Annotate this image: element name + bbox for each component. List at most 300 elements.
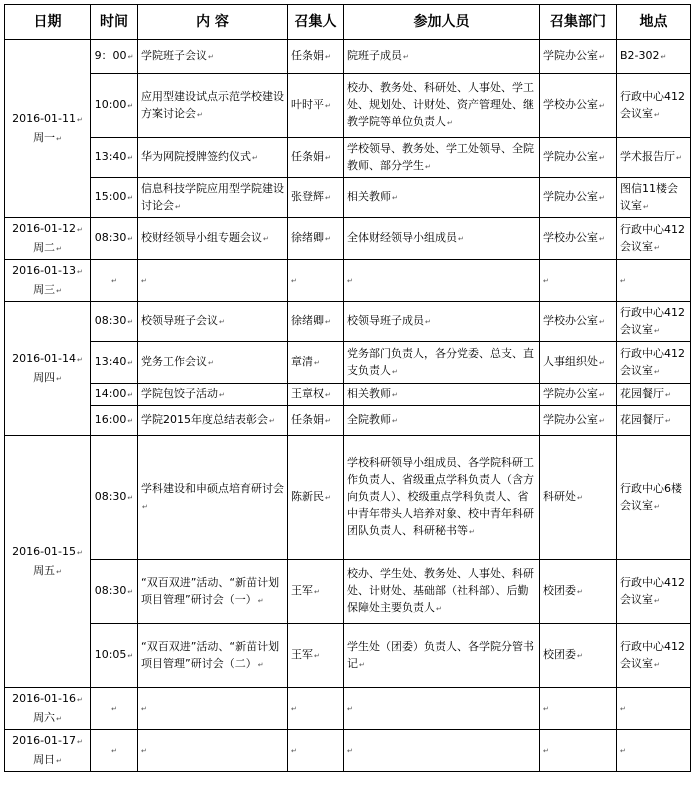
content-cell-text: 学院2015年度总结表彰会: [141, 413, 268, 426]
participants-cell: [344, 342, 540, 384]
paragraph-mark-icon: ↵: [599, 417, 605, 425]
participants-cell: [344, 302, 540, 342]
content-cell: [138, 40, 288, 74]
location-cell: [617, 218, 691, 260]
participants-cell-text: 学校领导、教务处、学工处领导、全院教师、部分学生: [347, 141, 534, 172]
weekday-label: 周三: [33, 282, 56, 296]
content-cell-text: 党务工作会议: [141, 355, 207, 368]
paragraph-mark-icon: ↵: [392, 391, 398, 399]
weekday-text: [8, 281, 87, 300]
paragraph-mark-icon: ↵: [127, 318, 134, 326]
paragraph-mark-icon: ↵: [458, 235, 464, 243]
location-cell: [617, 560, 691, 624]
paragraph-mark-icon: ↵: [127, 391, 134, 399]
paragraph-mark-icon: ↵: [403, 53, 409, 61]
paragraph-mark-icon: ↵: [325, 102, 331, 110]
paragraph-mark-icon: ↵: [599, 194, 605, 202]
paragraph-mark-icon: ↵: [325, 391, 331, 399]
department-cell: [540, 688, 617, 730]
department-cell: [540, 560, 617, 624]
paragraph-mark-icon: ↵: [325, 318, 331, 326]
convener-cell-text: 徐绪卿: [291, 231, 324, 244]
table-row: [5, 138, 691, 178]
table-row: [5, 730, 691, 772]
date-cell: [5, 688, 91, 730]
time-cell: [91, 302, 138, 342]
paragraph-mark-icon: ↵: [77, 737, 83, 746]
content-cell: [138, 74, 288, 138]
paragraph-mark-icon: ↵: [56, 714, 62, 723]
participants-cell: [344, 384, 540, 406]
paragraph-mark-icon: ↵: [665, 417, 671, 425]
content-cell: [138, 688, 288, 730]
paragraph-mark-icon: ↵: [208, 53, 214, 61]
location-cell-text: 花园餐厅: [620, 413, 664, 426]
time-cell-text: 13:40: [94, 355, 127, 368]
date-cell: [5, 218, 91, 260]
paragraph-mark-icon: ↵: [257, 660, 264, 669]
paragraph-mark-icon: ↵: [111, 277, 117, 285]
content-cell-text: “双百双进”活动、“新苗计划项目管理”研讨会（一）: [141, 575, 280, 606]
participants-cell-text: 党务部门负责人，各分党委、总支、直支负责人: [347, 346, 534, 377]
paragraph-mark-icon: ↵: [425, 318, 431, 326]
location-cell: [617, 624, 691, 688]
date-text: 2016-01-14: [12, 351, 77, 365]
weekday-text: [8, 562, 87, 581]
paragraph-mark-icon: ↵: [660, 53, 667, 61]
header-row: [5, 5, 691, 40]
weekday-label: 周一: [33, 130, 56, 144]
paragraph-mark-icon: ↵: [314, 588, 320, 596]
paragraph-mark-icon: ↵: [469, 528, 475, 536]
convener-cell: [288, 436, 344, 560]
header-convener: 召集人: [288, 5, 344, 40]
paragraph-mark-icon: ↵: [620, 705, 626, 713]
date-cell: [5, 730, 91, 772]
paragraph-mark-icon: ↵: [676, 154, 682, 162]
location-cell-text: 行政中心412会议室: [620, 305, 685, 336]
paragraph-mark-icon: ↵: [56, 134, 62, 143]
paragraph-mark-icon: ↵: [127, 102, 134, 110]
paragraph-mark-icon: ↵: [127, 494, 134, 502]
date-cell: [5, 302, 91, 436]
weekday-label: 周六: [33, 710, 56, 724]
location-cell-text: 学术报告厅: [620, 150, 675, 163]
paragraph-mark-icon: ↵: [599, 154, 605, 162]
content-cell: [138, 302, 288, 342]
paragraph-mark-icon: ↵: [392, 417, 398, 425]
convener-cell-text: 任条娟: [291, 413, 324, 426]
date-text: 2016-01-15: [12, 544, 77, 558]
paragraph-mark-icon: ↵: [325, 53, 331, 61]
location-cell-text: 图信11楼会议室: [620, 181, 678, 212]
paragraph-mark-icon: ↵: [127, 417, 134, 425]
paragraph-mark-icon: ↵: [111, 705, 117, 713]
paragraph-mark-icon: ↵: [599, 235, 605, 243]
time-cell-text: 9：00: [94, 49, 127, 62]
convener-cell-text: 王军: [291, 648, 313, 661]
header-location: 地点: [617, 5, 691, 40]
location-cell: [617, 74, 691, 138]
paragraph-mark-icon: ↵: [127, 235, 134, 243]
paragraph-mark-icon: ↵: [654, 502, 660, 511]
table-row: [5, 384, 691, 406]
paragraph-mark-icon: ↵: [599, 391, 605, 399]
paragraph-mark-icon: ↵: [77, 225, 83, 234]
paragraph-mark-icon: ↵: [56, 244, 62, 253]
paragraph-mark-icon: ↵: [643, 202, 649, 211]
content-cell-text: 学科建设和申硕点培育研讨会: [141, 481, 284, 495]
paragraph-mark-icon: ↵: [77, 115, 83, 124]
paragraph-mark-icon: ↵: [208, 359, 214, 367]
time-cell: [91, 384, 138, 406]
table-row: [5, 40, 691, 74]
participants-cell: [344, 688, 540, 730]
paragraph-mark-icon: ↵: [56, 756, 62, 765]
paragraph-mark-icon: ↵: [392, 367, 398, 376]
department-cell: [540, 260, 617, 302]
paragraph-mark-icon: ↵: [314, 652, 320, 660]
participants-cell: [344, 624, 540, 688]
location-cell-text: 行政中心412会议室: [620, 346, 685, 377]
weekday-label: 周五: [33, 563, 56, 577]
paragraph-mark-icon: ↵: [543, 747, 549, 755]
time-cell: [91, 138, 138, 178]
paragraph-mark-icon: ↵: [347, 747, 353, 755]
paragraph-mark-icon: ↵: [219, 318, 225, 326]
participants-cell: [344, 436, 540, 560]
table-row: [5, 436, 691, 560]
table-row: [5, 624, 691, 688]
content-cell-text: 华为网院授牌签约仪式: [141, 150, 251, 163]
department-cell: [540, 384, 617, 406]
participants-cell: [344, 560, 540, 624]
paragraph-mark-icon: ↵: [197, 110, 203, 119]
paragraph-mark-icon: ↵: [425, 162, 431, 171]
content-cell: [138, 384, 288, 406]
content-cell-text: 信息科技学院应用型学院建设讨论会: [141, 181, 284, 212]
header-department: 召集部门: [540, 5, 617, 40]
department-cell: [540, 342, 617, 384]
paragraph-mark-icon: ↵: [56, 567, 62, 576]
participants-cell: [344, 218, 540, 260]
department-cell-text: 校团委: [543, 648, 576, 661]
paragraph-mark-icon: ↵: [56, 374, 62, 383]
location-cell: [617, 436, 691, 560]
time-cell-text: 10:05: [94, 648, 127, 661]
time-cell: [91, 406, 138, 436]
content-cell: [138, 138, 288, 178]
paragraph-mark-icon: ↵: [325, 494, 331, 502]
department-cell: [540, 302, 617, 342]
department-cell-text: 学院办公室: [543, 387, 598, 400]
weekday-text: [8, 129, 87, 148]
paragraph-mark-icon: ↵: [620, 747, 626, 755]
convener-cell-text: 章清: [291, 355, 313, 368]
location-cell: [617, 342, 691, 384]
paragraph-mark-icon: ↵: [291, 705, 297, 713]
date-text: 2016-01-12: [12, 221, 77, 235]
convener-cell: [288, 138, 344, 178]
department-cell-text: 学校办公室: [543, 314, 598, 327]
department-cell-text: 学院办公室: [543, 413, 598, 426]
weekday-text: [8, 239, 87, 258]
participants-cell-text: 相关教师: [347, 387, 391, 400]
paragraph-mark-icon: ↵: [141, 277, 147, 285]
paragraph-mark-icon: ↵: [142, 502, 148, 511]
content-cell: [138, 406, 288, 436]
location-cell: [617, 138, 691, 178]
paragraph-mark-icon: ↵: [347, 705, 353, 713]
location-cell-text: B2-302: [620, 49, 660, 62]
content-cell: [138, 624, 288, 688]
paragraph-mark-icon: ↵: [291, 277, 297, 285]
department-cell: [540, 218, 617, 260]
paragraph-mark-icon: ↵: [654, 243, 660, 252]
paragraph-mark-icon: ↵: [175, 202, 181, 211]
paragraph-mark-icon: ↵: [127, 652, 134, 660]
location-cell: [617, 688, 691, 730]
convener-cell-text: 叶时平: [291, 98, 324, 111]
content-cell: [138, 730, 288, 772]
content-cell: [138, 342, 288, 384]
time-cell: [91, 436, 138, 560]
paragraph-mark-icon: ↵: [77, 695, 83, 704]
department-cell: [540, 178, 617, 218]
location-cell: [617, 730, 691, 772]
paragraph-mark-icon: ↵: [665, 391, 671, 399]
paragraph-mark-icon: ↵: [436, 605, 442, 613]
content-cell-text: 学院班子会议: [141, 49, 207, 62]
department-cell-text: 学校办公室: [543, 98, 598, 111]
department-cell: [540, 436, 617, 560]
time-cell: [91, 74, 138, 138]
time-cell: [91, 624, 138, 688]
weekday-label: 周二: [33, 240, 56, 254]
time-cell-text: 16:00: [94, 413, 127, 426]
convener-cell: [288, 178, 344, 218]
table-row: [5, 178, 691, 218]
paragraph-mark-icon: ↵: [263, 235, 269, 243]
convener-cell: [288, 688, 344, 730]
location-cell: [617, 40, 691, 74]
time-cell-text: 14:00: [94, 387, 127, 400]
department-cell-text: 学院办公室: [543, 190, 598, 203]
convener-cell-text: 陈新民: [291, 490, 324, 503]
paragraph-mark-icon: ↵: [127, 194, 134, 202]
table-row: [5, 560, 691, 624]
date-cell: [5, 436, 91, 688]
table-row: [5, 74, 691, 138]
date-text: 2016-01-13: [12, 263, 77, 277]
convener-cell: [288, 302, 344, 342]
header-date: 日期: [5, 5, 91, 40]
header-participants: 参加人员: [344, 5, 540, 40]
department-cell-text: 科研处: [543, 490, 576, 503]
location-cell: [617, 406, 691, 436]
paragraph-mark-icon: ↵: [654, 326, 660, 335]
paragraph-mark-icon: ↵: [325, 194, 331, 202]
header-time: 时间: [91, 5, 138, 40]
department-cell-text: 学院办公室: [543, 150, 598, 163]
paragraph-mark-icon: ↵: [543, 277, 549, 285]
participants-cell-text: 校办、教务处、科研处、人事处、学工处、规划处、计财处、资产管理处、继教学院等单位负责人: [347, 81, 534, 128]
paragraph-mark-icon: ↵: [252, 154, 258, 162]
convener-cell: [288, 406, 344, 436]
location-cell: [617, 384, 691, 406]
location-cell: [617, 302, 691, 342]
paragraph-mark-icon: ↵: [219, 391, 225, 399]
location-cell-text: 行政中心412会议室: [620, 89, 685, 120]
table-row: [5, 688, 691, 730]
paragraph-mark-icon: ↵: [654, 660, 660, 669]
convener-cell-text: 任条娟: [291, 150, 324, 163]
paragraph-mark-icon: ↵: [141, 705, 147, 713]
time-cell: [91, 218, 138, 260]
department-cell-text: 学校办公室: [543, 231, 598, 244]
content-cell-text: “双百双进”活动、“新苗计划项目管理”研讨会（二）: [141, 639, 280, 670]
time-cell-text: 08:30: [94, 231, 127, 244]
convener-cell-text: 王军: [291, 584, 313, 597]
paragraph-mark-icon: ↵: [325, 235, 331, 243]
paragraph-mark-icon: ↵: [577, 652, 583, 660]
paragraph-mark-icon: ↵: [599, 318, 605, 326]
paragraph-mark-icon: ↵: [291, 747, 297, 755]
location-cell-text: 花园餐厅: [620, 387, 664, 400]
paragraph-mark-icon: ↵: [77, 355, 83, 364]
paragraph-mark-icon: ↵: [347, 277, 353, 285]
paragraph-mark-icon: ↵: [269, 417, 275, 425]
location-cell: [617, 178, 691, 218]
table-row: [5, 342, 691, 384]
paragraph-mark-icon: ↵: [127, 154, 134, 162]
date-text: 2016-01-11: [12, 111, 77, 125]
table-row: [5, 302, 691, 342]
paragraph-mark-icon: ↵: [127, 53, 134, 61]
convener-cell: [288, 560, 344, 624]
department-cell: [540, 138, 617, 178]
convener-cell: [288, 342, 344, 384]
paragraph-mark-icon: ↵: [392, 194, 398, 202]
convener-cell: [288, 40, 344, 74]
participants-cell-text: 校办、学生处、教务处、人事处、科研处、计财处、基础部（社科部）、后勤保障处主要负责人: [347, 567, 534, 614]
paragraph-mark-icon: ↵: [577, 588, 583, 596]
content-cell: [138, 436, 288, 560]
convener-cell-text: 任条娟: [291, 49, 324, 62]
participants-cell-text: 学生处（团委）负责人、各学院分管书记: [347, 639, 534, 670]
paragraph-mark-icon: ↵: [257, 596, 264, 605]
time-cell-text: 10:00: [94, 98, 127, 111]
location-cell-text: 行政中心6楼会议室: [620, 481, 682, 512]
time-cell-text: 08:30: [94, 314, 127, 327]
weekday-label: 周日: [33, 752, 56, 766]
paragraph-mark-icon: ↵: [359, 660, 365, 669]
paragraph-mark-icon: ↵: [577, 494, 583, 502]
department-cell-text: 校团委: [543, 584, 576, 597]
paragraph-mark-icon: ↵: [77, 548, 83, 557]
content-cell-text: 校财经领导小组专题会议: [141, 231, 262, 244]
paragraph-mark-icon: ↵: [77, 267, 83, 276]
location-cell-text: 行政中心412会议室: [620, 222, 685, 253]
paragraph-mark-icon: ↵: [447, 119, 453, 127]
participants-cell-text: 校领导班子成员: [347, 314, 424, 327]
paragraph-mark-icon: ↵: [599, 102, 605, 110]
header-content: 内 容: [138, 5, 288, 40]
weekday-text: [8, 751, 87, 770]
location-cell: [617, 260, 691, 302]
participants-cell-text: 相关教师: [347, 190, 391, 203]
paragraph-mark-icon: ↵: [654, 596, 660, 605]
paragraph-mark-icon: ↵: [127, 359, 134, 367]
convener-cell-text: 张登辉: [291, 190, 324, 203]
participants-cell: [344, 406, 540, 436]
location-cell-text: 行政中心412会议室: [620, 575, 685, 606]
paragraph-mark-icon: ↵: [543, 705, 549, 713]
paragraph-mark-icon: ↵: [127, 588, 134, 596]
convener-cell: [288, 218, 344, 260]
participants-cell: [344, 178, 540, 218]
paragraph-mark-icon: ↵: [314, 359, 320, 367]
table-row: [5, 218, 691, 260]
paragraph-mark-icon: ↵: [141, 747, 147, 755]
department-cell-text: 学院办公室: [543, 49, 598, 62]
paragraph-mark-icon: ↵: [599, 53, 605, 61]
participants-cell: [344, 74, 540, 138]
department-cell: [540, 40, 617, 74]
participants-cell-text: 全体财经领导小组成员: [347, 231, 457, 244]
convener-cell: [288, 74, 344, 138]
content-cell: [138, 560, 288, 624]
date-cell: [5, 260, 91, 302]
participants-cell-text: 全院教师: [347, 413, 391, 426]
paragraph-mark-icon: ↵: [111, 747, 117, 755]
department-cell: [540, 406, 617, 436]
department-cell: [540, 624, 617, 688]
weekday-label: 周四: [33, 370, 56, 384]
table-row: [5, 406, 691, 436]
participants-cell-text: 学校科研领导小组成员、各学院科研工作负责人、省级重点学科负责人（含方向负责人）、校级重点学科负责人、省中青年带头人培养对象、校中青年科研团队负责人、科研秘书等: [347, 456, 534, 537]
content-cell: [138, 178, 288, 218]
weekday-text: [8, 709, 87, 728]
date-text: 2016-01-17: [12, 733, 77, 747]
time-cell: [91, 260, 138, 302]
content-cell: [138, 218, 288, 260]
time-cell: [91, 178, 138, 218]
time-cell: [91, 342, 138, 384]
time-cell: [91, 688, 138, 730]
time-cell-text: 08:30: [94, 584, 127, 597]
time-cell: [91, 40, 138, 74]
paragraph-mark-icon: ↵: [56, 286, 62, 295]
paragraph-mark-icon: ↵: [599, 359, 605, 367]
time-cell: [91, 560, 138, 624]
participants-cell: [344, 730, 540, 772]
time-cell-text: 08:30: [94, 490, 127, 503]
location-cell-text: 行政中心412会议室: [620, 639, 685, 670]
department-cell: [540, 74, 617, 138]
content-cell-text: 应用型建设试点示范学校建设方案讨论会: [141, 89, 284, 120]
schedule-body: [5, 40, 691, 772]
meeting-schedule-table: [4, 4, 691, 772]
participants-cell: [344, 138, 540, 178]
time-cell-text: 15:00: [94, 190, 127, 203]
paragraph-mark-icon: ↵: [325, 154, 331, 162]
convener-cell-text: 王章权: [291, 387, 324, 400]
paragraph-mark-icon: ↵: [620, 277, 626, 285]
convener-cell-text: 徐绪卿: [291, 314, 324, 327]
date-cell: [5, 40, 91, 218]
content-cell: [138, 260, 288, 302]
